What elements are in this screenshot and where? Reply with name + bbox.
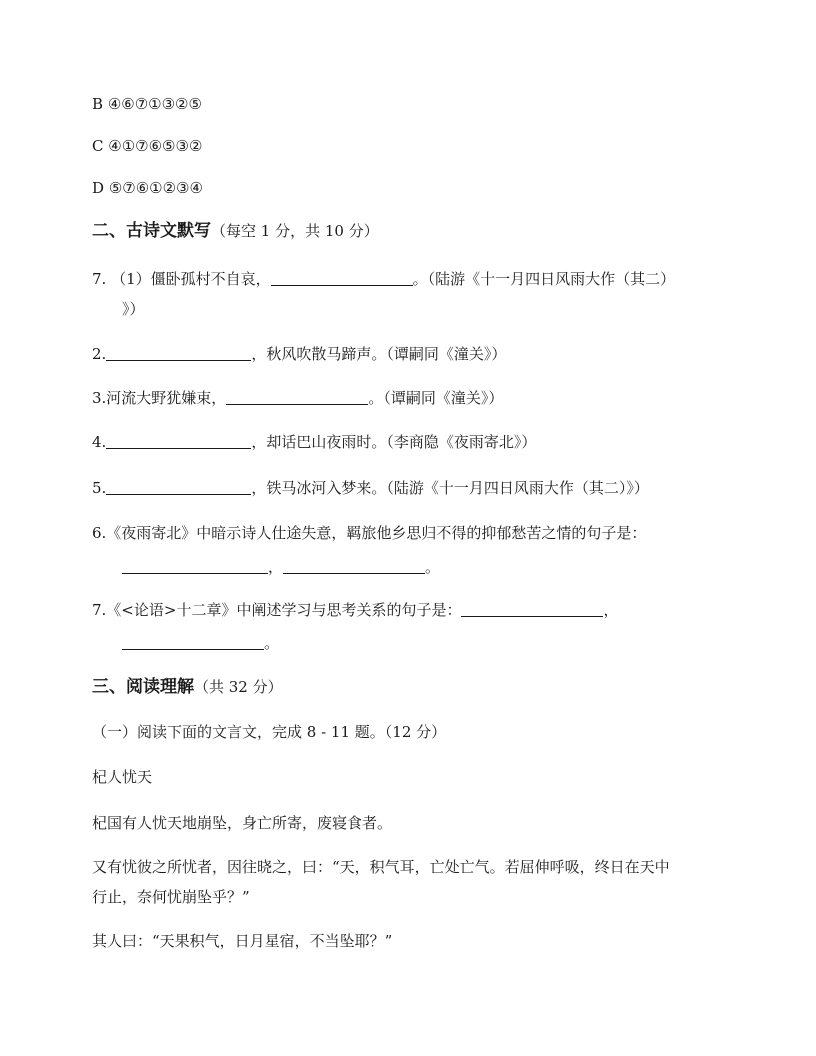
passage-paragraph: 其人曰：“天果积气，日月星宿，不当坠耶？”	[92, 932, 393, 950]
answer-blank[interactable]	[106, 345, 251, 361]
answer-blank[interactable]	[226, 389, 368, 405]
question-2: 2. ，秋风吹散马蹄声。（谭嗣同《潼关》）	[92, 345, 507, 363]
option-d	[92, 177, 203, 199]
section-heading-reading	[92, 676, 283, 698]
section-score-note: （共 32 分）	[194, 678, 283, 696]
question-3: 3.河流大野犹嫌束， 。（谭嗣同《潼关》）	[92, 389, 504, 407]
question-6-answers: ， 。	[122, 556, 440, 578]
section-heading-poetry	[92, 220, 379, 242]
question-6: 6.《夜雨寄北》中暗示诗人仕途失意，羁旅他乡思归不得的抑郁愁苦之情的句子是：	[92, 524, 647, 542]
reading-intro: （一）阅读下面的文言文，完成 8 - 11 题。（12 分）	[92, 723, 447, 741]
answer-blank[interactable]	[106, 433, 251, 449]
answer-blank[interactable]	[122, 634, 264, 650]
passage-paragraph-continuation: 行止，奈何忧崩坠乎？”	[92, 888, 250, 906]
option-b	[92, 93, 202, 115]
section-title: 二、古诗文默写	[92, 221, 211, 241]
passage-title: 杞人忧天	[92, 768, 153, 786]
question-4: 4. ，却话巴山夜雨时。（李商隐《夜雨寄北》）	[92, 433, 537, 451]
question-7-1: 7. （1）僵卧孤村不自哀， 。（陆游《十一月四日风雨大作（其二）	[92, 270, 676, 288]
section-title: 三、阅读理解	[92, 677, 194, 697]
section-score-note: （每空 1 分，共 10 分）	[211, 222, 379, 240]
question-7-analects-continuation: 。	[122, 632, 279, 654]
question-7-analects: 7.《<论语>十二章》中阐述学习与思考关系的句子是： ，	[92, 601, 619, 619]
option-sequence: ④①⑦⑥⑤③②	[108, 137, 203, 155]
passage-paragraph: 杞国有人忧天地崩坠，身亡所寄，废寝食者。	[92, 814, 393, 832]
option-sequence: ⑤⑦⑥①②③④	[108, 179, 203, 197]
option-letter: B	[92, 95, 104, 113]
option-c	[92, 135, 202, 157]
answer-blank[interactable]	[461, 601, 603, 617]
question-5: 5. ，铁马冰河入梦来。（陆游《十一月四日风雨大作（其二）》）	[92, 479, 649, 497]
answer-blank[interactable]	[271, 270, 413, 286]
option-letter: D	[92, 179, 105, 197]
question-7-1-continuation: 》）	[122, 300, 145, 318]
answer-blank[interactable]	[122, 558, 268, 574]
answer-blank[interactable]	[106, 479, 251, 495]
option-letter: C	[92, 137, 104, 155]
answer-blank[interactable]	[283, 558, 425, 574]
option-sequence: ④⑥⑦①③②⑤	[107, 95, 202, 113]
passage-paragraph: 又有忧彼之所忧者，因往晓之，曰：“天，积气耳，亡处亡气。若屈伸呼吸，终日在天中	[92, 858, 670, 876]
